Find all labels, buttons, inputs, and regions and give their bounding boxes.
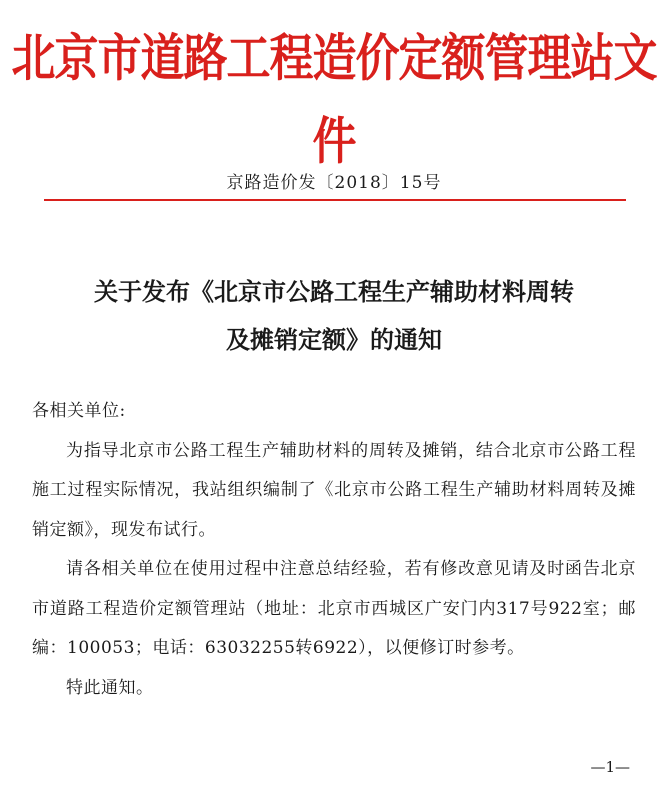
- salutation: 各相关单位:: [32, 401, 126, 421]
- notice-title-line-1: 关于发布《北京市公路工程生产辅助材料周转: [94, 278, 574, 306]
- notice-title: [20, 268, 648, 364]
- page-number: —1—: [590, 758, 630, 776]
- masthead-title: 北京市道路工程造价定额管理站文件: [11, 29, 657, 171]
- red-divider-line: [44, 199, 626, 201]
- notice-body: [32, 392, 636, 708]
- closing-line: 特此通知。: [66, 677, 154, 698]
- body-paragraph-2: 请各相关单位在使用过程中注意总结经验，若有修改意见请及时函告北京市道路工程造价定额管理站（地址：北京市西城区广安门内317号922室；邮编：100053；电话：63032255转6922），以便修订时参考。: [32, 559, 636, 658]
- document-number: 京路造价发〔2018〕15号: [226, 173, 442, 193]
- notice-title-line-2: 及摊销定额》的通知: [226, 326, 442, 354]
- body-paragraph-1: 为指导北京市公路工程生产辅助材料的周转及摊销，结合北京市公路工程施工过程实际情况，我站组织编制了《北京市公路工程生产辅助材料周转及摊销定额》，现发布试行。: [32, 440, 636, 540]
